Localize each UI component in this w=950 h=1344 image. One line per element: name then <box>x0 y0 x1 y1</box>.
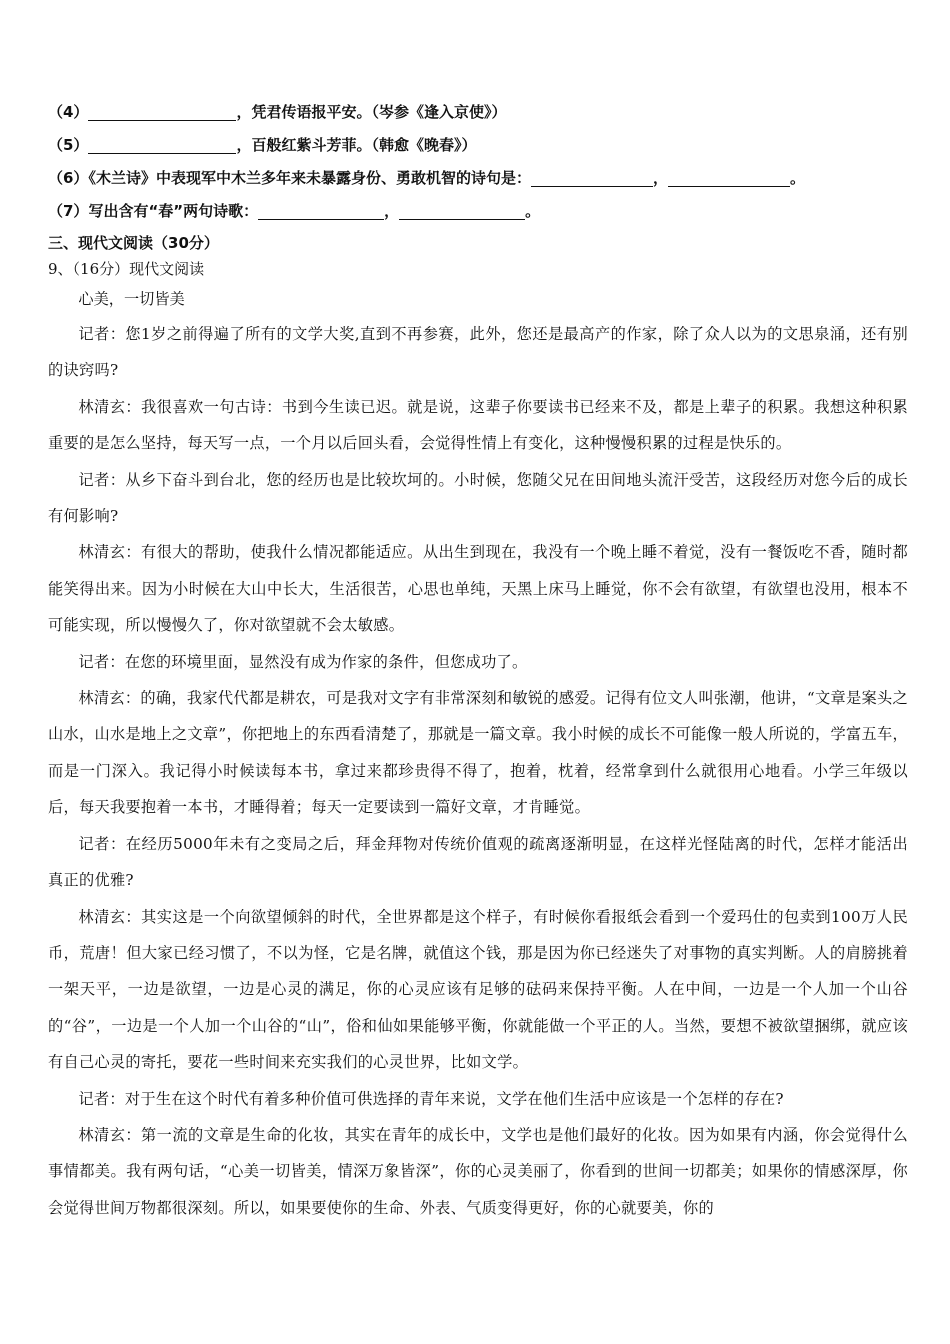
answer-blank[interactable] <box>258 201 384 220</box>
article-paragraph: 记者：您1岁之前得遍了所有的文学大奖,直到不再参赛，此外，您还是最高产的作家，除了众人以为的文思泉涌，还有别的诀窍吗? <box>48 325 908 380</box>
question-7-end: 。 <box>525 202 541 220</box>
article-paragraph: 记者：从乡下奋斗到台北，您的经历也是比较坎坷的。小时候，您随父兄在田间地头流汗受苦，这段经历对您今后的成长有何影响? <box>48 470 908 526</box>
section-title: 三、现代文阅读（30分） <box>48 234 219 252</box>
question-5-number: （5） <box>48 136 89 154</box>
question-4-text: ，凭君传语报平安。（岑参《逢入京使》） <box>236 103 507 121</box>
document-page <box>48 96 908 1226</box>
question-6 <box>48 162 908 195</box>
question-6-number: （6） <box>48 169 89 187</box>
answer-blank[interactable] <box>531 168 653 187</box>
question-7-text: 写出含有“春”两句诗歌： <box>88 202 259 220</box>
question-7-separator: ， <box>384 202 400 220</box>
answer-blank[interactable] <box>88 102 236 121</box>
article-paragraph: 记者：在您的环境里面，显然没有成为作家的条件，但您成功了。 <box>78 652 528 671</box>
question-7 <box>48 195 908 228</box>
article-paragraph: 记者：在经历5000年未有之变局之后，拜金拜物对传统价值观的疏离逐渐明显，在这样光怪陆离的时代，怎样才能活出真正的优雅? <box>48 834 908 890</box>
answer-blank[interactable] <box>399 201 525 220</box>
question-4-number: （4） <box>48 103 89 121</box>
answer-blank[interactable] <box>88 135 236 154</box>
article-paragraph: 林清玄：的确，我家代代都是耕农，可是我对文字有非常深刻和敏锐的感爱。记得有位文人叫张潮，他讲，“文章是案头之山水，山水是地上之文章”，你把地上的东西看清楚了，那就是一篇文章。我小时候的成长不可能像一般人所说的，学富五车，而是一门深入。我记得小时候读每本书，拿过来都珍贵得不得了，抱着，枕着，经常拿到什么就很用心地看。小学三年级以后，每天我要抱着一本书，才睡得着；每天一定要读到一篇好文章，才肯睡觉。 <box>48 689 908 817</box>
question-6-text: 《木兰诗》中表现军中木兰多年来未暴露身份、勇敢机智的诗句是： <box>88 169 531 187</box>
question-7-number: （7） <box>48 202 89 220</box>
answer-blank[interactable] <box>668 168 790 187</box>
article-paragraph: 林清玄：其实这是一个向欲望倾斜的时代，全世界都是这个样子，有时候你看报纸会看到一个爱玛仕的包卖到100万人民币，荒唐！但大家已经习惯了，不以为怪，它是名牌，就值这个钱，那是因为你已经迷失了对事物的真实判断。人的肩膀挑着一架天平，一边是欲望，一边是心灵的满足，你的心灵应该有足够的砝码来保持平衡。人在中间，一边是一个人加一个山谷的“谷”，一边是一个人加一个山谷的“山”，俗和仙如果能够平衡，你就能做一个平正的人。当然，要想不被欲望捆绑，就应该有自己心灵的寄托，要花一些时间来充实我们的心灵世界，比如文学。 <box>48 907 908 1072</box>
question-5-text: ，百般红紫斗芳菲。（韩愈《晚春》） <box>236 136 477 154</box>
question-4 <box>48 96 908 129</box>
article-title: 心美，一切皆美 <box>78 290 185 308</box>
article-paragraph: 林清玄：我很喜欢一句古诗：书到今生读已迟。就是说，这辈子你要读书已经来不及，都是上辈子的积累。我想这种积累重要的是怎么坚持，每天写一点，一个月以后回头看，会觉得性情上有变化，这种慢慢积累的过程是快乐的。 <box>48 397 908 453</box>
question-6-end: 。 <box>789 169 805 187</box>
article-paragraph: 林清玄：有很大的帮助，使我什么情况都能适应。从出生到现在，我没有一个晚上睡不着觉，没有一餐饭吃不香，随时都能笑得出来。因为小时候在大山中长大，生活很苦，心思也单纯，天黑上床马上睡觉，你不会有欲望，有欲望也没用，根本不可能实现，所以慢慢久了，你对欲望就不会太敏感。 <box>48 543 908 635</box>
question-6-separator: ， <box>652 169 668 187</box>
question-9-label: 9、（16分）现代文阅读 <box>48 260 205 278</box>
question-5 <box>48 129 908 162</box>
article-paragraph: 记者：对于生在这个时代有着多种价值可供选择的青年来说，文学在他们生活中应该是一个怎样的存在? <box>78 1089 784 1108</box>
article-paragraph: 林清玄：第一流的文章是生命的化妆，其实在青年的成长中，文学也是他们最好的化妆。因为如果有内涵，你会觉得什么事情都美。我有两句话，“心美一切皆美，情深万象皆深”，你的心灵美丽了，你看到的世间一切都美；如果你的情感深厚，你会觉得世间万物都很深刻。所以，如果要使你的生命、外表、气质变得更好，你的心就要美，你的 <box>48 1125 908 1217</box>
